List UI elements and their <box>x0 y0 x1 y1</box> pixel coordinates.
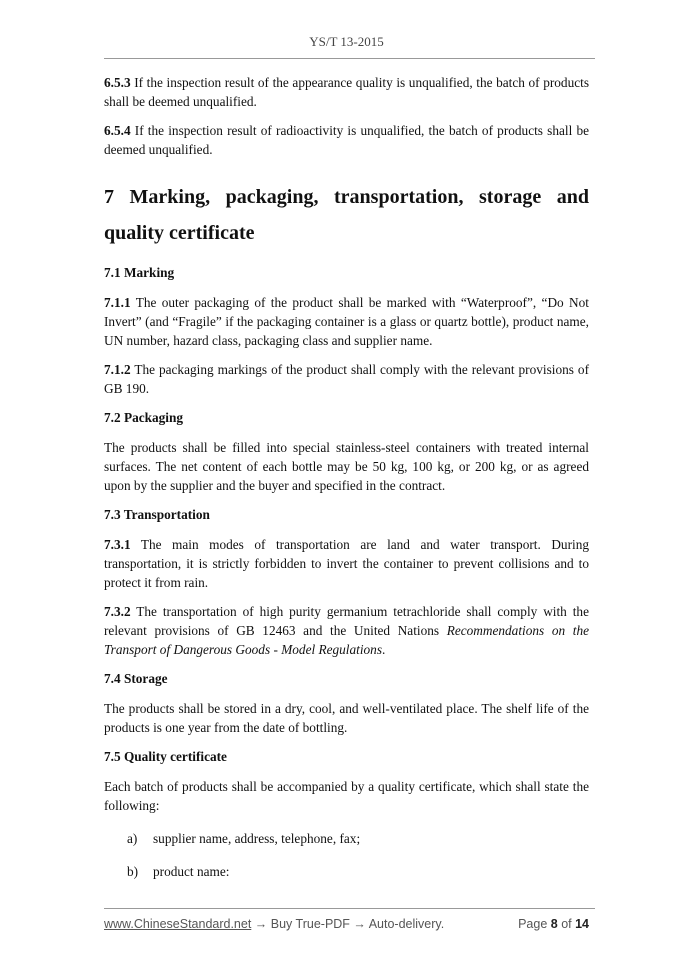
list-item <box>127 829 589 848</box>
page-header: YS/T 13-2015 <box>309 34 384 49</box>
page-footer <box>104 917 589 931</box>
clause-number: 7.1.2 <box>104 362 131 377</box>
clause-7-1-2 <box>104 360 589 398</box>
cited-title: Recommendations on the Transport of Dangerous Goods - Model Regulations <box>104 623 589 657</box>
clause-text: If the inspection result of the appearance quality is unqualified, the batch of products shall be deemed unqualified. <box>104 75 589 109</box>
list-marker: a) <box>127 831 138 846</box>
clause-number: 6.5.3 <box>104 75 131 90</box>
clause-text: The outer packaging of the product shall be marked with “Waterproof”, “Do Not Invert” (and “Fragile” if the packaging container is a glass or quartz bottle), product name, UN number, hazard class, packaging class and supplier name. <box>104 295 589 348</box>
clause-text: The packaging markings of the product shall comply with the relevant provisions of GB 190. <box>104 362 589 396</box>
list-text: product name: <box>153 864 230 879</box>
footer-divider <box>104 908 595 909</box>
clause-number: 7.1.1 <box>104 295 131 310</box>
document-body <box>104 73 589 895</box>
section-7-5-heading: 7.5 Quality certificate <box>104 749 227 764</box>
footer-tagline: → Buy True-PDF → Auto-delivery. <box>251 917 445 931</box>
clause-number: 7.3.1 <box>104 537 131 552</box>
clause-text: The main modes of transportation are land and water transport. During transportation, it is strictly forbidden to invert the container to prevent collisions and to protect it from rain. <box>104 537 589 590</box>
clause-7-3-2 <box>104 602 589 659</box>
clause-7-1-1 <box>104 293 589 350</box>
clause-text-end: . <box>382 642 386 657</box>
section-7-4-text: The products shall be stored in a dry, cool, and well-ventilated place. The shelf life of the products is one year from the date of bottling. <box>104 701 589 735</box>
clause-text: If the inspection result of radioactivity is unqualified, the batch of products shall be deemed unqualified. <box>104 123 589 157</box>
list-marker: b) <box>127 864 139 879</box>
clause-6-5-4 <box>104 121 589 159</box>
page-total: 14 <box>575 917 589 931</box>
clause-number: 6.5.4 <box>104 123 131 138</box>
section-7-heading: 7 Marking, packaging, transportation, storage and quality certificate <box>104 186 589 244</box>
clause-text: The transportation of high purity germanium tetrachloride shall comply with the relevant provisions of GB 12463 and the United Nations <box>104 604 589 638</box>
page-indicator <box>518 917 589 931</box>
section-7-1-heading: 7.1 Marking <box>104 265 175 280</box>
header-divider <box>104 58 595 59</box>
of-label: of <box>557 917 576 931</box>
section-7-5-text: Each batch of products shall be accompanied by a quality certificate, which shall state the following: <box>104 779 589 813</box>
website-link[interactable]: www.ChineseStandard.net <box>104 917 252 931</box>
clause-number: 7.3.2 <box>104 604 131 619</box>
section-7-3-heading: 7.3 Transportation <box>104 507 210 522</box>
page-number: 8 <box>550 917 558 931</box>
list-item <box>127 862 589 881</box>
list-text: supplier name, address, telephone, fax; <box>153 831 361 846</box>
clause-7-3-1 <box>104 535 589 592</box>
section-7-4-heading: 7.4 Storage <box>104 671 168 686</box>
page-label: Page <box>518 917 551 931</box>
clause-6-5-3 <box>104 73 589 111</box>
footer-promo <box>104 917 444 931</box>
section-7-2-heading: 7.2 Packaging <box>104 410 184 425</box>
section-7-2-text: The products shall be filled into special stainless-steel containers with treated internal surfaces. The net content of each bottle may be 50 kg, 100 kg, or 200 kg, or as agreed upon by the supplier and the buyer and specified in the contract. <box>104 440 589 493</box>
